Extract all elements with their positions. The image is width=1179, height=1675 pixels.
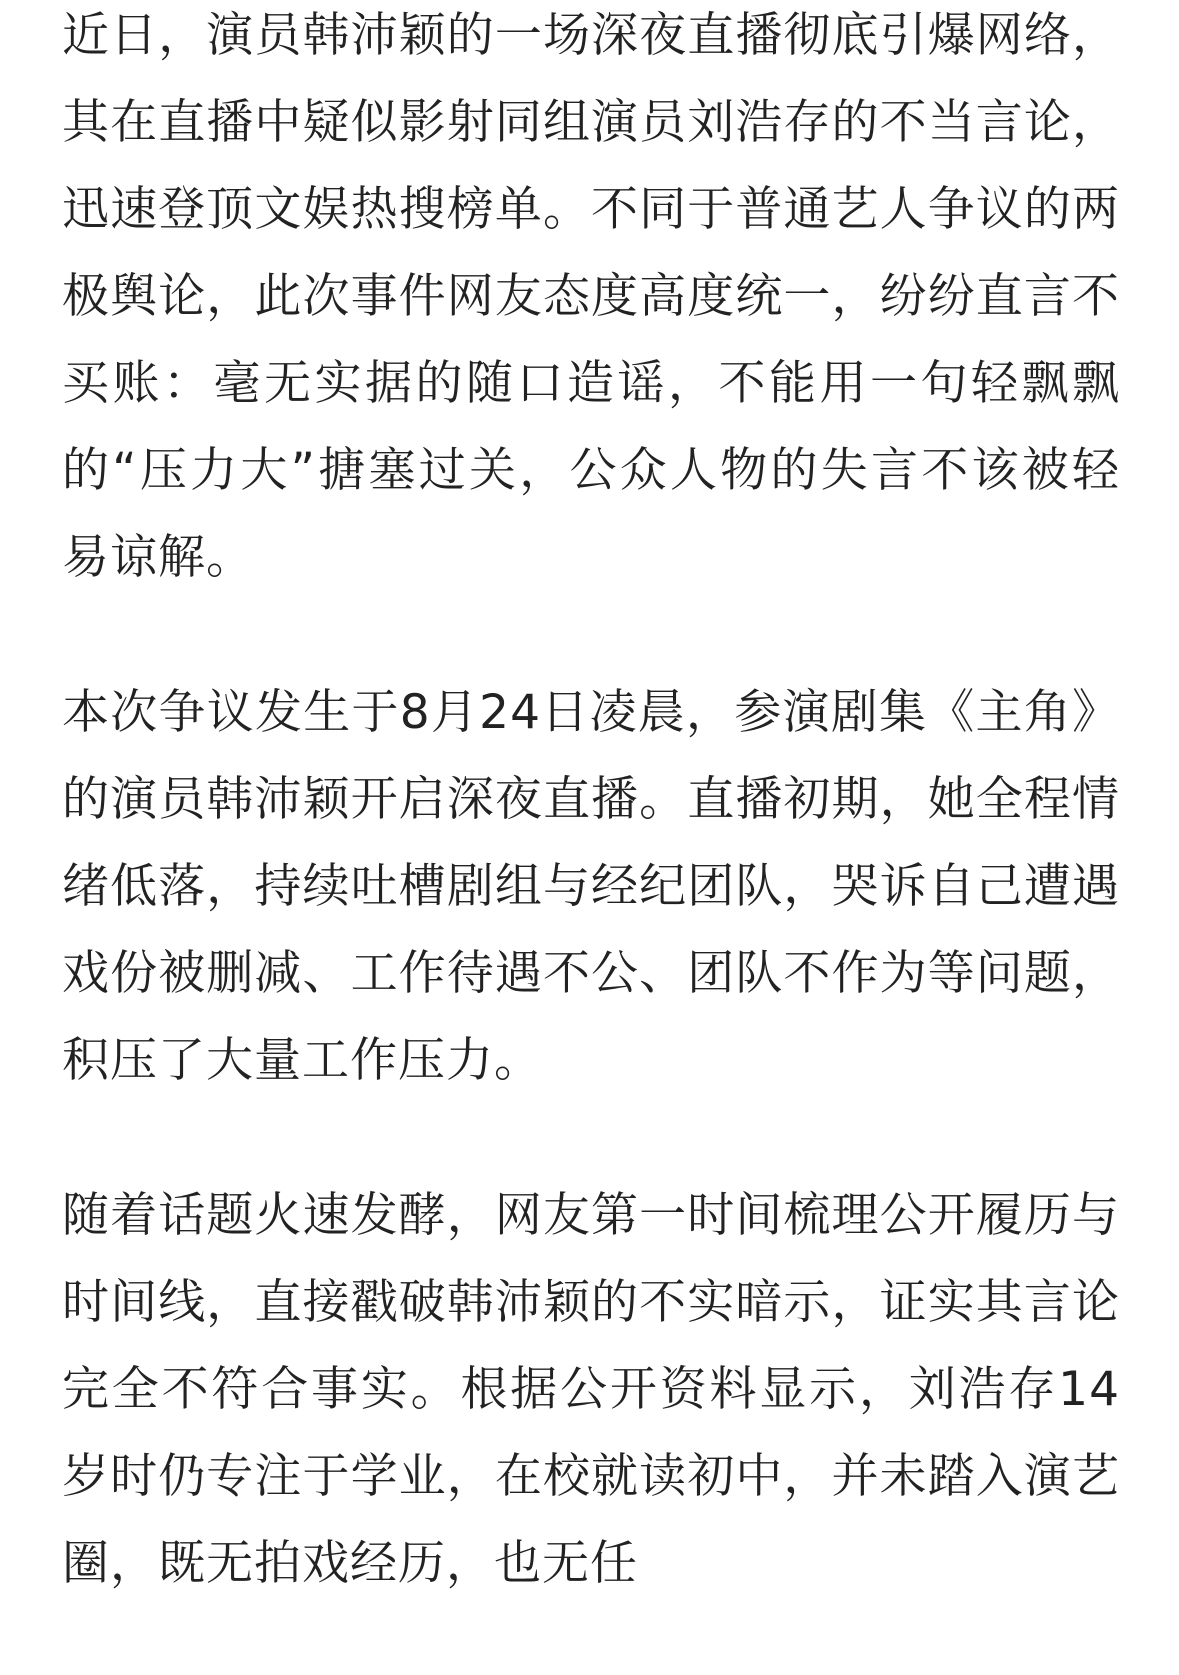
paragraph-fact-check: 随着话题火速发酵，网友第一时间梳理公开履历与时间线，直接戳破韩沛颖的不实暗示，证实其言论完全不符合事实。根据公开资料显示，刘浩存14岁时仍专注于学业，在校就读初中，并未踏入演艺圈，既无拍戏经历，也无任	[62, 1188, 1120, 1591]
paragraph-intro: 近日，演员韩沛颖的一场深夜直播彻底引爆网络，其在直播中疑似影射同组演员刘浩存的不当言论，迅速登顶文娱热搜榜单。不同于普通艺人争议的两极舆论，此次事件网友态度高度统一，纷纷直言不买账：毫无实据的随口造谣，不能用一句轻飘飘的“压力大”搪塞过关，公众人物的失言不该被轻易谅解。	[62, 8, 1120, 585]
article-body	[62, 0, 1120, 1675]
paragraph-incident: 本次争议发生于8月24日凌晨，参演剧集《主角》的演员韩沛颖开启深夜直播。直播初期，她全程情绪低落，持续吐槽剧组与经纪团队，哭诉自己遭遇戏份被删减、工作待遇不公、团队不作为等问题，积压了大量工作压力。	[62, 685, 1120, 1088]
